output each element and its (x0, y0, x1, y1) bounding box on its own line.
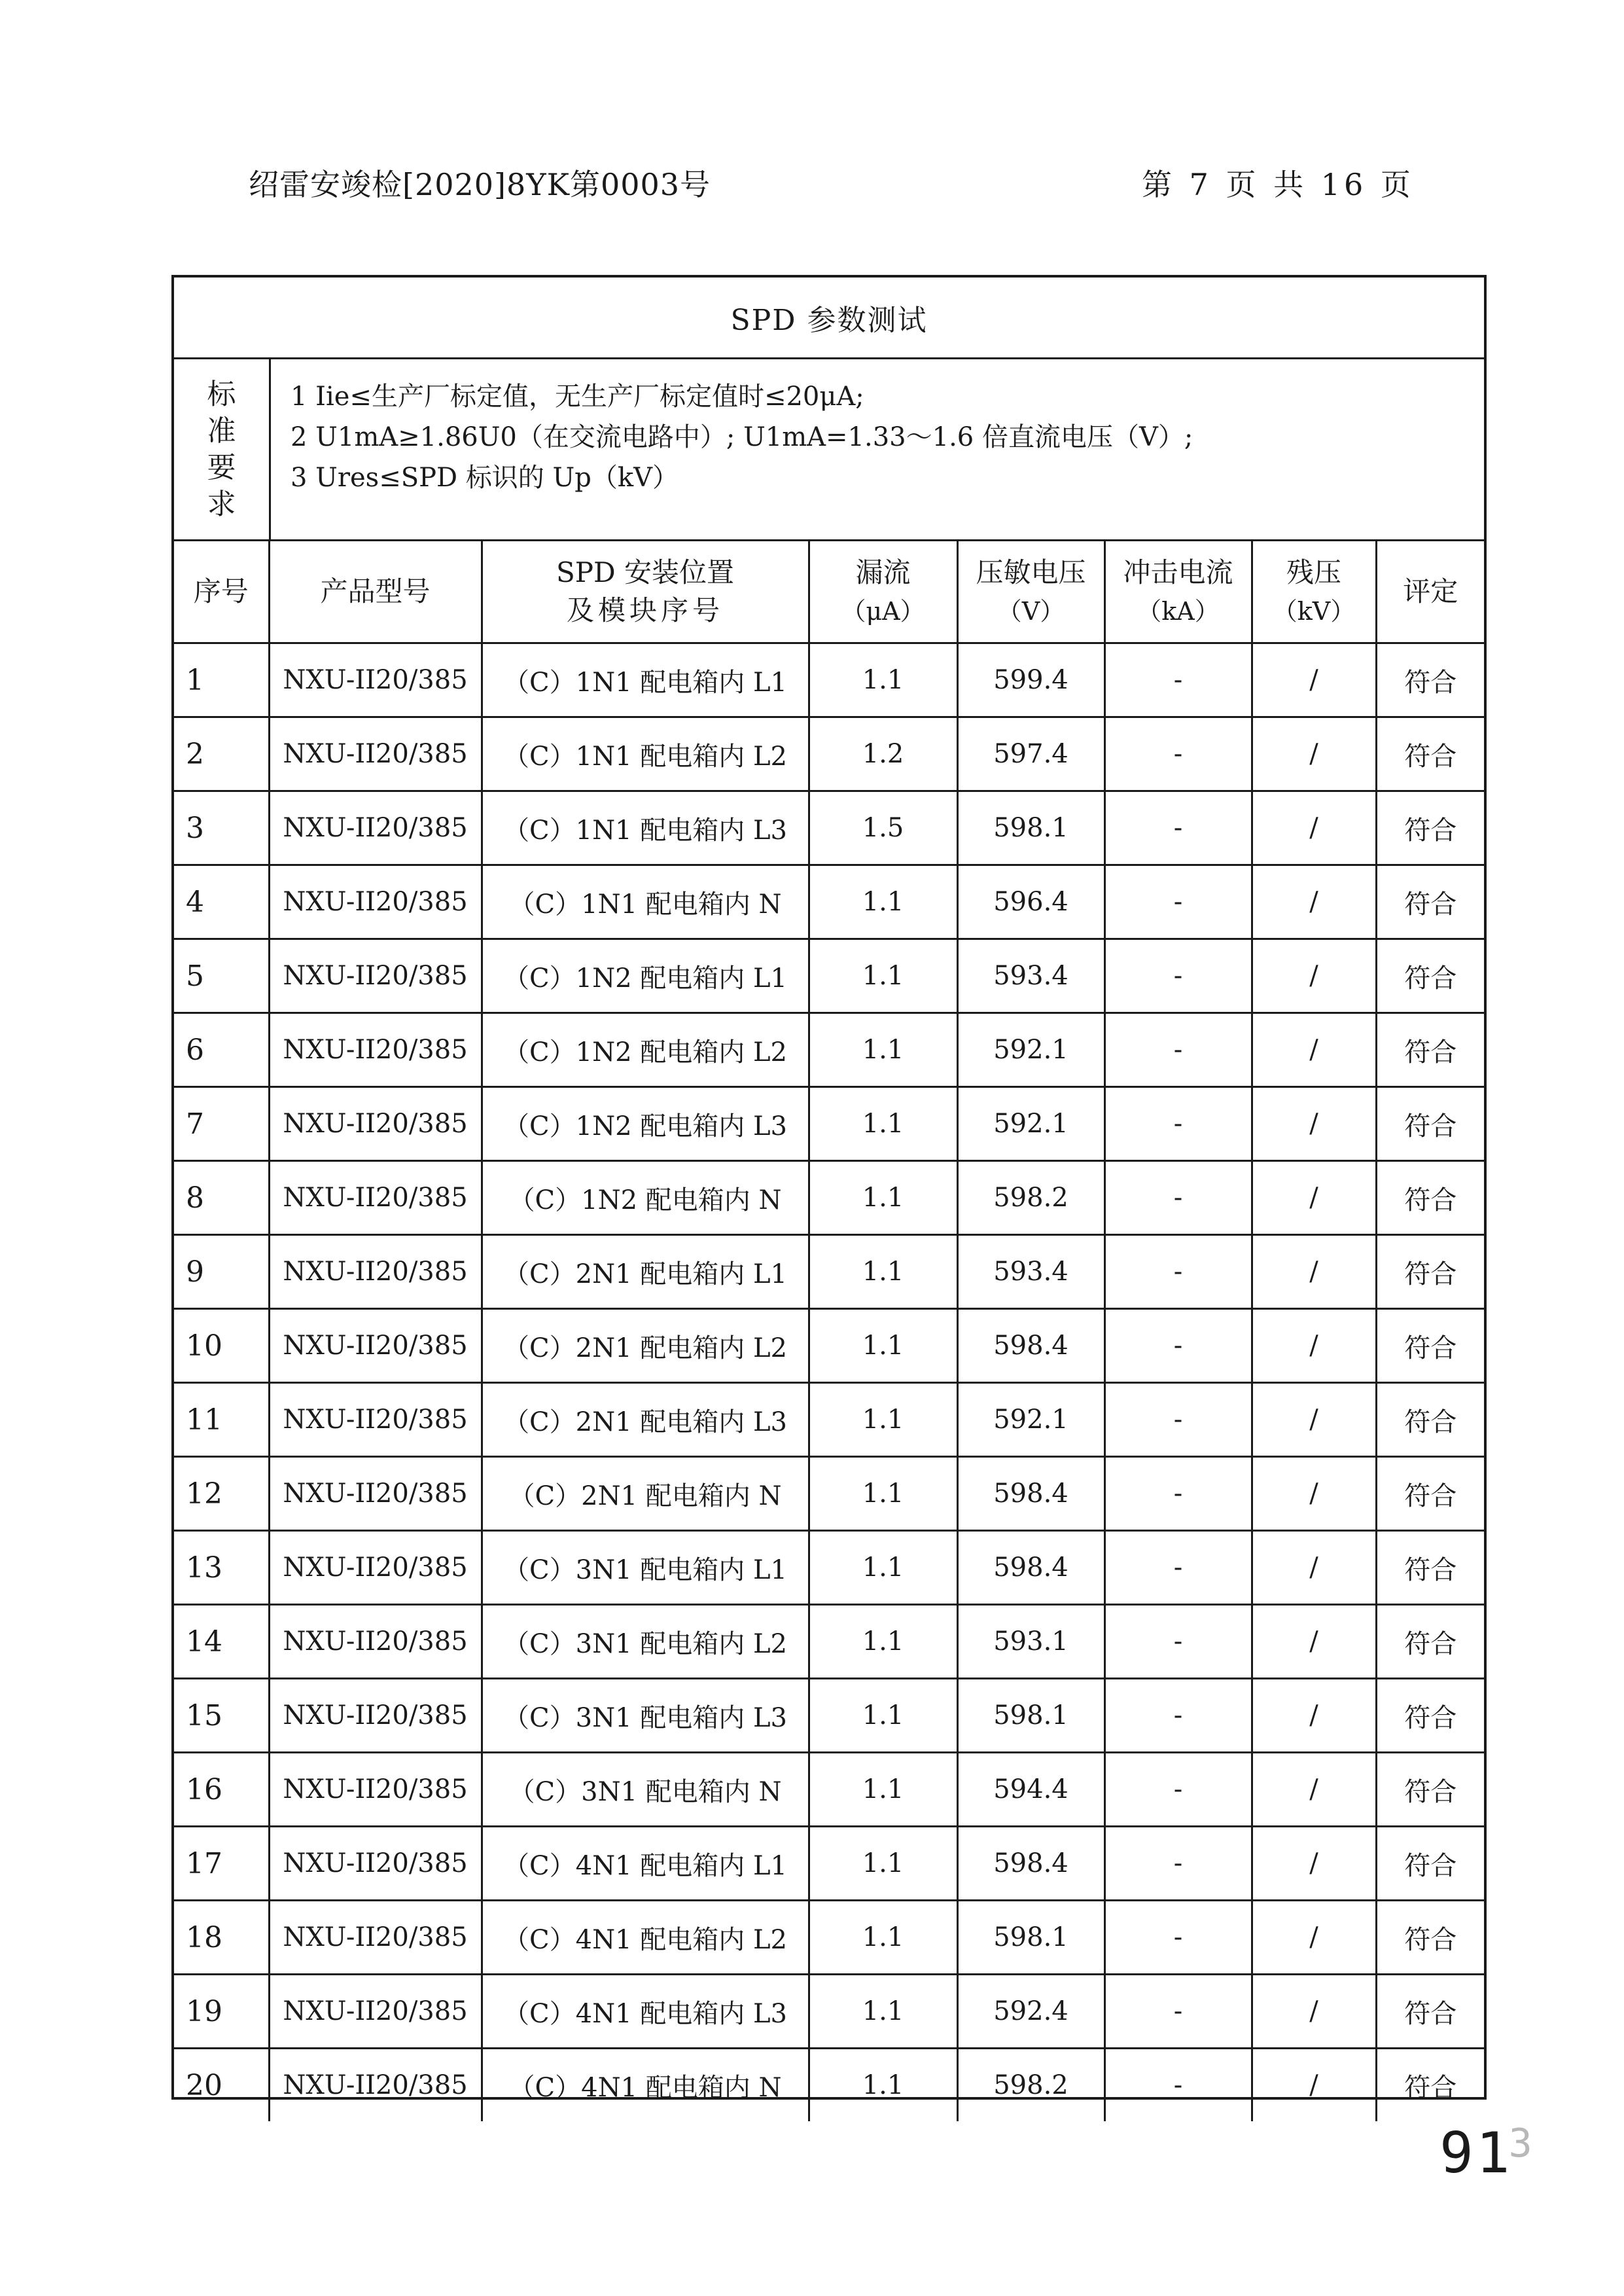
cell-varistor: 592.1 (957, 1087, 1104, 1161)
page-info: 第 7 页 共 16 页 (1142, 167, 1415, 202)
cell-location: （C）4N1 配电箱内 L3 (482, 1975, 809, 2049)
page-number-stamp-ghost: 3 (1508, 2121, 1535, 2166)
table-row (174, 939, 1484, 1013)
cell-result: 符合 (1376, 1753, 1484, 1827)
cell-seq: 12 (174, 1457, 269, 1531)
cell-residual: / (1252, 791, 1376, 865)
table-row (174, 1457, 1484, 1531)
cell-leak: 1.1 (809, 1827, 957, 1901)
cell-residual: / (1252, 1309, 1376, 1383)
cell-seq: 15 (174, 1679, 269, 1753)
cell-impulse: - (1104, 1087, 1252, 1161)
cell-leak: 1.1 (809, 1975, 957, 2049)
cell-leak: 1.1 (809, 643, 957, 717)
cell-varistor: 598.1 (957, 1901, 1104, 1975)
cell-residual: / (1252, 1235, 1376, 1309)
cell-leak: 1.1 (809, 1235, 957, 1309)
cell-model: NXU-II20/385 (269, 1161, 482, 1235)
cell-result: 符合 (1376, 643, 1484, 717)
cell-seq: 20 (174, 2049, 269, 2122)
cell-seq: 10 (174, 1309, 269, 1383)
cell-seq: 18 (174, 1901, 269, 1975)
cell-result: 符合 (1376, 1975, 1484, 2049)
cell-model: NXU-II20/385 (269, 1531, 482, 1605)
cell-model: NXU-II20/385 (269, 1087, 482, 1161)
cell-seq: 6 (174, 1013, 269, 1087)
cell-impulse: - (1104, 2049, 1252, 2122)
cell-varistor: 598.4 (957, 1457, 1104, 1531)
cell-location: （C）3N1 配电箱内 L3 (482, 1679, 809, 1753)
cell-residual: / (1252, 717, 1376, 791)
cell-impulse: - (1104, 1457, 1252, 1531)
cell-impulse: - (1104, 865, 1252, 939)
cell-model: NXU-II20/385 (269, 1013, 482, 1087)
cell-impulse: - (1104, 1975, 1252, 2049)
table-row (174, 2049, 1484, 2122)
cell-location: （C）3N1 配电箱内 N (482, 1753, 809, 1827)
cell-residual: / (1252, 1753, 1376, 1827)
cell-result: 符合 (1376, 1383, 1484, 1457)
col-header-varistor (957, 541, 1104, 643)
cell-seq: 13 (174, 1531, 269, 1605)
cell-seq: 2 (174, 717, 269, 791)
cell-seq: 4 (174, 865, 269, 939)
standard-line-2: 2 U1mA≥1.86U0（在交流电路中）; U1mA=1.33～1.6 倍直流电压（V）; (291, 422, 1193, 452)
cell-model: NXU-II20/385 (269, 1975, 482, 2049)
cell-leak: 1.1 (809, 2049, 957, 2122)
cell-result: 符合 (1376, 1161, 1484, 1235)
cell-location: （C）2N1 配电箱内 N (482, 1457, 809, 1531)
cell-model: NXU-II20/385 (269, 1457, 482, 1531)
cell-impulse: - (1104, 1605, 1252, 1679)
cell-varistor: 592.1 (957, 1013, 1104, 1087)
cell-varistor: 594.4 (957, 1753, 1104, 1827)
table-title: SPD 参数测试 (174, 278, 1484, 359)
col-header-impulse-line2: （kA） (1137, 596, 1220, 626)
cell-seq: 16 (174, 1753, 269, 1827)
header-row (174, 541, 1484, 643)
table-row (174, 1013, 1484, 1087)
cell-residual: / (1252, 1827, 1376, 1901)
cell-varistor: 598.1 (957, 791, 1104, 865)
cell-varistor: 597.4 (957, 717, 1104, 791)
table-row (174, 717, 1484, 791)
table-row (174, 1531, 1484, 1605)
cell-impulse: - (1104, 1827, 1252, 1901)
col-header-location (482, 541, 809, 643)
cell-model: NXU-II20/385 (269, 717, 482, 791)
cell-model: NXU-II20/385 (269, 1235, 482, 1309)
cell-result: 符合 (1376, 1235, 1484, 1309)
col-header-model: 产品型号 (269, 541, 482, 643)
cell-residual: / (1252, 1531, 1376, 1605)
col-header-residual-line2: （kV） (1272, 596, 1356, 626)
cell-leak: 1.1 (809, 1753, 957, 1827)
cell-model: NXU-II20/385 (269, 1383, 482, 1457)
table-row (174, 1383, 1484, 1457)
cell-seq: 8 (174, 1161, 269, 1235)
cell-leak: 1.1 (809, 1679, 957, 1753)
cell-location: （C）1N2 配电箱内 L2 (482, 1013, 809, 1087)
standard-label (174, 359, 271, 539)
cell-leak: 1.1 (809, 1309, 957, 1383)
page-number-stamp (1439, 2121, 1535, 2186)
cell-location: （C）1N2 配电箱内 L3 (482, 1087, 809, 1161)
cell-impulse: - (1104, 1013, 1252, 1087)
cell-location: （C）3N1 配电箱内 L2 (482, 1605, 809, 1679)
data-table (174, 541, 1484, 2121)
table-row (174, 1161, 1484, 1235)
cell-location: （C）1N1 配电箱内 N (482, 865, 809, 939)
cell-seq: 1 (174, 643, 269, 717)
table-row (174, 1605, 1484, 1679)
standard-label-char: 求 (207, 487, 236, 521)
col-header-residual-line1: 残压 (1286, 556, 1341, 588)
cell-residual: / (1252, 1161, 1376, 1235)
cell-varistor: 592.1 (957, 1383, 1104, 1457)
cell-impulse: - (1104, 791, 1252, 865)
cell-result: 符合 (1376, 1531, 1484, 1605)
table-row (174, 643, 1484, 717)
cell-leak: 1.1 (809, 1161, 957, 1235)
cell-varistor: 599.4 (957, 643, 1104, 717)
cell-varistor: 598.4 (957, 1531, 1104, 1605)
cell-result: 符合 (1376, 717, 1484, 791)
cell-impulse: - (1104, 1161, 1252, 1235)
col-header-leak-line1: 漏流 (855, 556, 911, 588)
cell-residual: / (1252, 1457, 1376, 1531)
cell-residual: / (1252, 1975, 1376, 2049)
cell-result: 符合 (1376, 1087, 1484, 1161)
cell-model: NXU-II20/385 (269, 791, 482, 865)
spd-test-table (171, 275, 1487, 2103)
cell-residual: / (1252, 1679, 1376, 1753)
standard-label-char: 要 (207, 450, 236, 484)
cell-varistor: 593.4 (957, 939, 1104, 1013)
cell-leak: 1.2 (809, 717, 957, 791)
cell-model: NXU-II20/385 (269, 643, 482, 717)
col-header-impulse-line1: 冲击电流 (1123, 556, 1233, 588)
cell-seq: 19 (174, 1975, 269, 2049)
col-header-varistor-line2: （V） (997, 596, 1065, 626)
cell-location: （C）1N1 配电箱内 L2 (482, 717, 809, 791)
standard-line-1: 1 Iie≤生产厂标定值，无生产厂标定值时≤20μA; (291, 382, 864, 412)
cell-model: NXU-II20/385 (269, 1827, 482, 1901)
cell-residual: / (1252, 2049, 1376, 2122)
cell-impulse: - (1104, 643, 1252, 717)
cell-model: NXU-II20/385 (269, 1901, 482, 1975)
table-row (174, 1679, 1484, 1753)
cell-model: NXU-II20/385 (269, 865, 482, 939)
cell-leak: 1.1 (809, 1531, 957, 1605)
cell-varistor: 598.1 (957, 1679, 1104, 1753)
cell-impulse: - (1104, 1235, 1252, 1309)
table-row (174, 1901, 1484, 1975)
cell-varistor: 598.2 (957, 2049, 1104, 2122)
col-header-location-line1: SPD 安装位置 (556, 556, 735, 588)
cell-leak: 1.1 (809, 865, 957, 939)
cell-model: NXU-II20/385 (269, 1309, 482, 1383)
cell-result: 符合 (1376, 2049, 1484, 2122)
col-header-impulse (1104, 541, 1252, 643)
cell-model: NXU-II20/385 (269, 1605, 482, 1679)
standard-line-3: 3 Ures≤SPD 标识的 Up（kV） (291, 463, 679, 493)
cell-leak: 1.1 (809, 939, 957, 1013)
cell-location: （C）4N1 配电箱内 L1 (482, 1827, 809, 1901)
cell-location: （C）4N1 配电箱内 L2 (482, 1901, 809, 1975)
col-header-leak-line2: （μA） (841, 596, 925, 626)
cell-model: NXU-II20/385 (269, 2049, 482, 2122)
cell-varistor: 598.4 (957, 1827, 1104, 1901)
cell-seq: 14 (174, 1605, 269, 1679)
cell-impulse: - (1104, 717, 1252, 791)
table-row (174, 1309, 1484, 1383)
cell-residual: / (1252, 865, 1376, 939)
cell-seq: 5 (174, 939, 269, 1013)
cell-residual: / (1252, 1901, 1376, 1975)
col-header-residual (1252, 541, 1376, 643)
standard-text (271, 359, 1484, 539)
cell-varistor: 593.1 (957, 1605, 1104, 1679)
cell-location: （C）3N1 配电箱内 L1 (482, 1531, 809, 1605)
standard-label-char: 标 (207, 377, 236, 411)
cell-result: 符合 (1376, 1309, 1484, 1383)
cell-leak: 1.1 (809, 1605, 957, 1679)
cell-result: 符合 (1376, 1827, 1484, 1901)
table-row (174, 1753, 1484, 1827)
cell-seq: 9 (174, 1235, 269, 1309)
cell-result: 符合 (1376, 1679, 1484, 1753)
table-row (174, 1235, 1484, 1309)
cell-location: （C）2N1 配电箱内 L2 (482, 1309, 809, 1383)
cell-impulse: - (1104, 1679, 1252, 1753)
cell-location: （C）1N1 配电箱内 L1 (482, 643, 809, 717)
table-row (174, 791, 1484, 865)
cell-model: NXU-II20/385 (269, 939, 482, 1013)
cell-leak: 1.1 (809, 1087, 957, 1161)
cell-varistor: 592.4 (957, 1975, 1104, 2049)
cell-leak: 1.1 (809, 1457, 957, 1531)
cell-varistor: 598.2 (957, 1161, 1104, 1235)
cell-impulse: - (1104, 1383, 1252, 1457)
cell-location: （C）2N1 配电箱内 L1 (482, 1235, 809, 1309)
cell-result: 符合 (1376, 1013, 1484, 1087)
cell-model: NXU-II20/385 (269, 1753, 482, 1827)
cell-seq: 3 (174, 791, 269, 865)
cell-residual: / (1252, 643, 1376, 717)
cell-result: 符合 (1376, 1605, 1484, 1679)
table-row (174, 1827, 1484, 1901)
table-row (174, 1087, 1484, 1161)
cell-leak: 1.1 (809, 1013, 957, 1087)
cell-leak: 1.5 (809, 791, 957, 865)
cell-residual: / (1252, 1087, 1376, 1161)
col-header-seq: 序号 (174, 541, 269, 643)
cell-location: （C）2N1 配电箱内 L3 (482, 1383, 809, 1457)
cell-result: 符合 (1376, 1457, 1484, 1531)
cell-location: （C）1N2 配电箱内 N (482, 1161, 809, 1235)
standard-label-char: 准 (207, 414, 236, 448)
col-header-varistor-line1: 压敏电压 (976, 556, 1086, 588)
cell-residual: / (1252, 1605, 1376, 1679)
table-row (174, 1975, 1484, 2049)
cell-result: 符合 (1376, 791, 1484, 865)
cell-varistor: 596.4 (957, 865, 1104, 939)
col-header-location-line2: 及模块序号 (566, 594, 724, 626)
cell-residual: / (1252, 1013, 1376, 1087)
col-header-result: 评定 (1376, 541, 1484, 643)
cell-model: NXU-II20/385 (269, 1679, 482, 1753)
cell-location: （C）4N1 配电箱内 N (482, 2049, 809, 2122)
cell-seq: 7 (174, 1087, 269, 1161)
cell-residual: / (1252, 939, 1376, 1013)
cell-impulse: - (1104, 1531, 1252, 1605)
cell-residual: / (1252, 1383, 1376, 1457)
table-row (174, 865, 1484, 939)
cell-seq: 17 (174, 1827, 269, 1901)
standard-requirements (174, 359, 1484, 541)
col-header-leak (809, 541, 957, 643)
cell-result: 符合 (1376, 939, 1484, 1013)
cell-location: （C）1N2 配电箱内 L1 (482, 939, 809, 1013)
cell-impulse: - (1104, 1901, 1252, 1975)
cell-varistor: 598.4 (957, 1309, 1104, 1383)
cell-varistor: 593.4 (957, 1235, 1104, 1309)
page-number-stamp-value: 91 (1439, 2121, 1513, 2186)
cell-location: （C）1N1 配电箱内 L3 (482, 791, 809, 865)
cell-impulse: - (1104, 1753, 1252, 1827)
report-number: 绍雷安竣检[2020]8YK第0003号 (249, 167, 711, 202)
cell-result: 符合 (1376, 1901, 1484, 1975)
cell-impulse: - (1104, 939, 1252, 1013)
cell-leak: 1.1 (809, 1901, 957, 1975)
cell-impulse: - (1104, 1309, 1252, 1383)
cell-result: 符合 (1376, 865, 1484, 939)
cell-leak: 1.1 (809, 1383, 957, 1457)
cell-seq: 11 (174, 1383, 269, 1457)
